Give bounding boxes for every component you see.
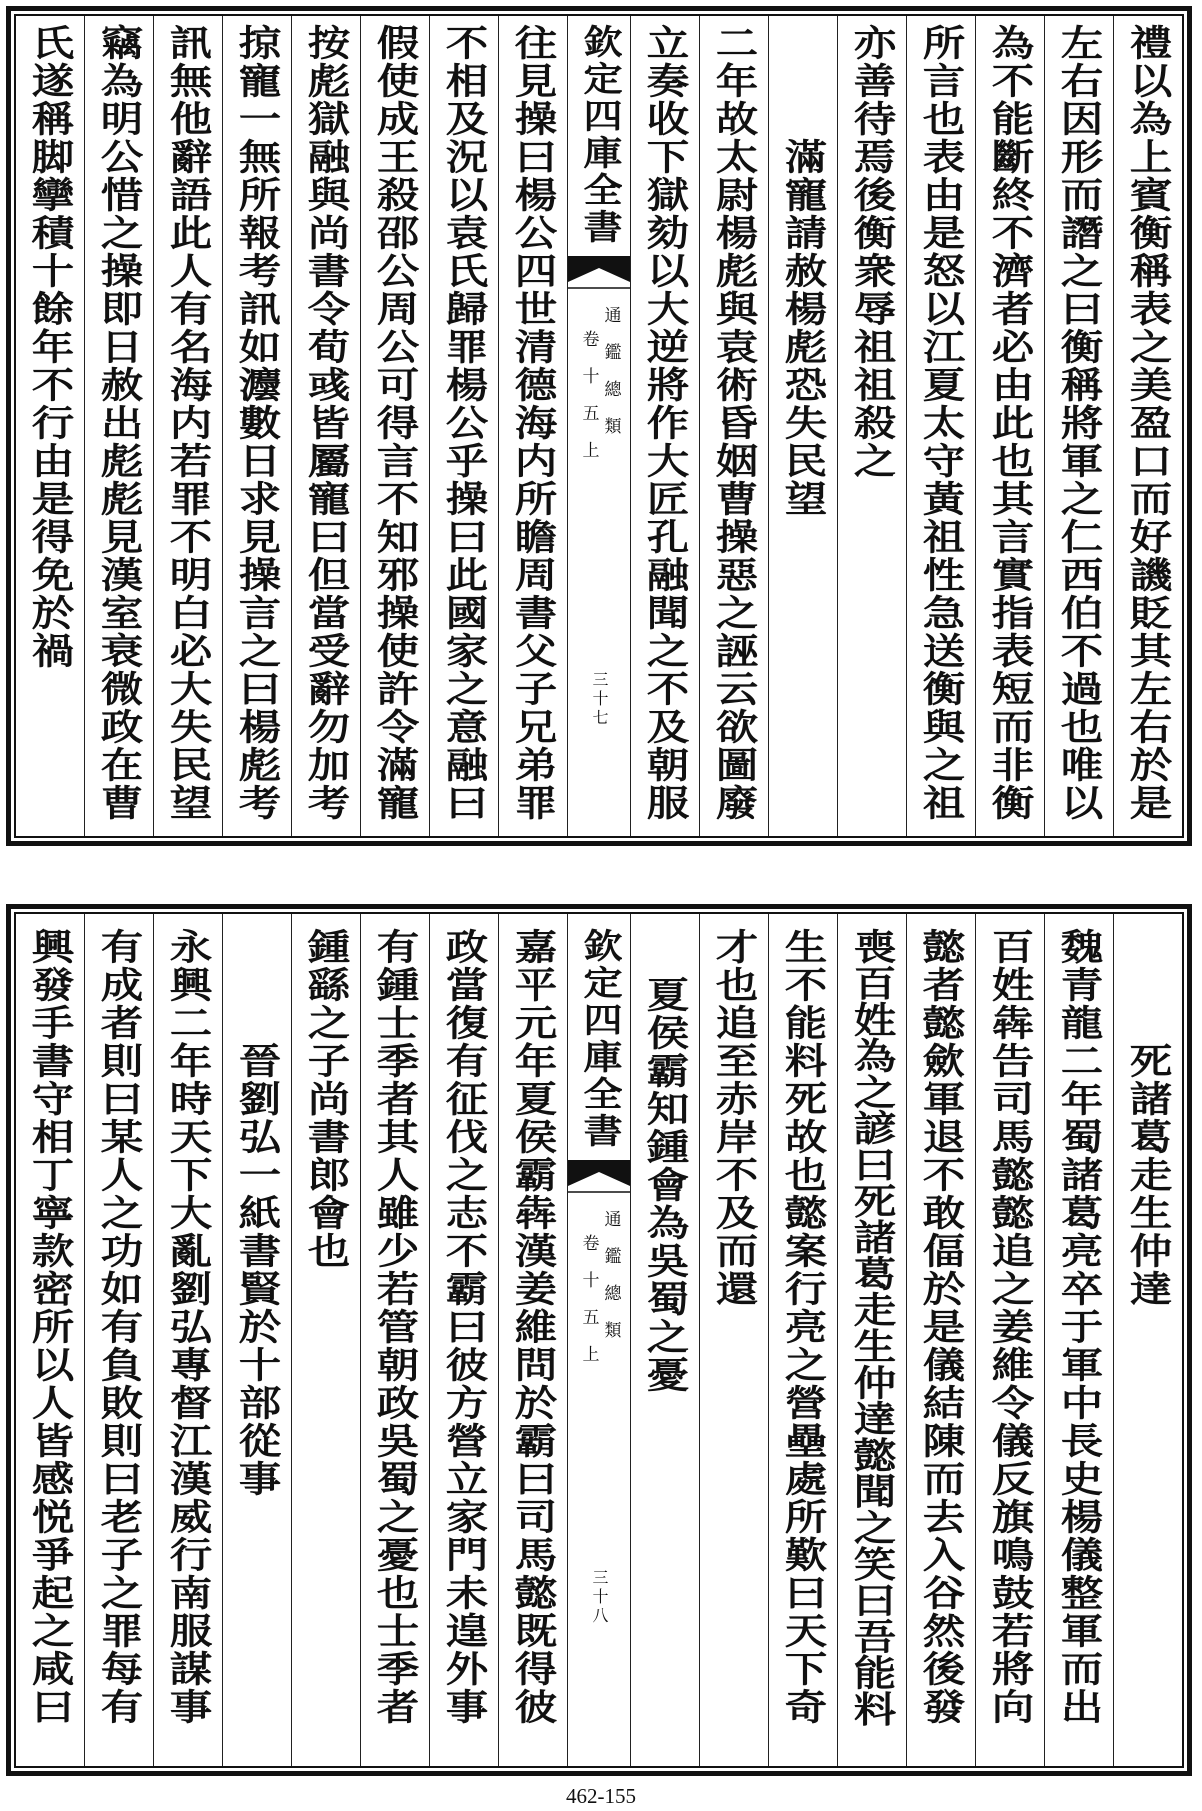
heading-column (1113, 914, 1182, 1766)
column-text: 假使成王殺邵公周公可得言不知邪操使許令滿寵 (370, 24, 420, 822)
column-text: 氏遂稱脚攣積十餘年不行由是得免於禍 (25, 24, 75, 670)
text-column (498, 914, 567, 1766)
column-text: 掠寵一無所報考訊如灋數日求見操言之曰楊彪考 (232, 24, 282, 822)
column-text: 有鍾士季者其人雖少若管朝政吳蜀之憂也士季者 (370, 928, 420, 1726)
text-column (768, 914, 837, 1766)
text-column (498, 16, 567, 836)
collection-title: 欽定四庫全書 (576, 24, 622, 246)
column-text: 按彪獄融與尚書令荀彧皆屬寵曰但當受辭勿加考 (301, 24, 351, 822)
fishtail-mark (568, 1160, 630, 1194)
text-column (291, 914, 360, 1766)
leaf-number: 三十八 (590, 1569, 609, 1626)
column-text: 嘉平元年夏侯霸犇漢姜維問於霸曰司馬懿既得彼 (508, 928, 558, 1726)
text-column (153, 16, 222, 836)
column-text: 永興二年時天下大亂劉弘專督江漢威行南服謀事 (163, 928, 213, 1726)
column-text: 禮以為上賓衡稱表之美盈口而好譏貶其左右於是 (1123, 24, 1173, 822)
text-column (699, 16, 768, 836)
leaf-number-box (568, 1569, 630, 1626)
text-column (429, 16, 498, 836)
column-text: 百姓犇告司馬懿懿追之姜維令儀反旗鳴鼓若將向 (985, 928, 1035, 1726)
column-text: 魏青龍二年蜀諸葛亮卒于軍中長史楊儀整軍而出 (1054, 928, 1104, 1726)
page-panel-upper (6, 6, 1192, 846)
column-text: 立奏收下獄劾以大逆將作大匠孔融聞之不及朝服 (640, 24, 690, 822)
text-column (630, 16, 699, 836)
text-column (1113, 16, 1182, 836)
page-panel-lower (6, 904, 1192, 1776)
column-text: 興發手書守相丁寧款密所以人皆感悦爭起之咸曰 (25, 928, 75, 1726)
page-footer-number: 462-155 (566, 1784, 636, 1808)
text-column (16, 16, 84, 836)
book-title: 通鑑總類 (600, 306, 621, 454)
text-column (84, 16, 153, 836)
text-column (906, 16, 975, 836)
column-text: 二年故太尉楊彪與袁術昏姻曹操惡之誣云欲圖廢 (709, 24, 759, 822)
center-column (567, 16, 630, 836)
leaf-number: 三十七 (590, 671, 609, 728)
text-column (1044, 16, 1113, 836)
column-text: 不相及況以袁氏歸罪楊公乎操曰此國家之意融曰 (439, 24, 489, 822)
column-text: 往見操曰楊公四世清德海内所瞻周書父子兄弟罪 (508, 24, 558, 822)
heading-column (222, 914, 291, 1766)
column-text: 有成者則曰某人之功如有負敗則曰老子之罪每有 (94, 928, 144, 1726)
column-text: 為不能斷終不濟者必由此也其言實指表短而非衡 (985, 24, 1035, 822)
column-text: 左右因形而譖之曰衡稱將軍之仁西伯不過也唯以 (1054, 24, 1104, 822)
volume-label: 卷十五上 (578, 1234, 599, 1382)
column-text: 才也追至赤岸不及而還 (709, 928, 759, 1308)
book-info (580, 1210, 619, 1382)
column-text: 懿者懿歛軍退不敢偪於是儀結陳而去入谷然後發 (916, 928, 966, 1726)
text-column (222, 16, 291, 836)
text-column (16, 914, 84, 1766)
section-heading: 夏侯霸知鍾會為吳蜀之憂 (640, 976, 690, 1394)
column-text: 亦善待焉後衡衆辱祖祖殺之 (847, 24, 897, 480)
page-frame (14, 912, 1184, 1768)
text-column (1044, 914, 1113, 1766)
fishtail-mark (568, 256, 630, 290)
section-heading: 死諸葛走生仲達 (1123, 1042, 1173, 1308)
text-column (699, 914, 768, 1766)
section-heading: 滿寵請赦楊彪恐失民望 (778, 138, 828, 518)
text-column (291, 16, 360, 836)
section-heading: 晉劉弘一紙書賢於十部從事 (232, 1042, 282, 1498)
column-text: 政當復有征伐之志不霸曰彼方營立家門未遑外事 (439, 928, 489, 1726)
column-text: 所言也表由是怒以江夏太守黃祖性急送衡與之祖 (916, 24, 966, 822)
column-text: 喪百姓為之諺曰死諸葛走生仲達懿聞之笑曰吾能料 (847, 928, 897, 1727)
volume-label: 卷十五上 (578, 330, 599, 478)
column-text: 生不能料死故也懿案行亮之營壘處所歎曰天下奇 (778, 928, 828, 1726)
text-column (360, 914, 429, 1766)
book-title: 通鑑總類 (600, 1210, 621, 1358)
book-info (580, 306, 619, 478)
collection-title: 欽定四庫全書 (576, 928, 622, 1150)
page-frame (14, 14, 1184, 838)
column-text: 竊為明公惜之操即日赦出彪彪見漢室衰微政在曹 (94, 24, 144, 822)
column-text: 鍾繇之子尚書郎會也 (301, 928, 351, 1270)
heading-column (768, 16, 837, 836)
text-column (837, 914, 906, 1766)
text-column (153, 914, 222, 1766)
center-column (567, 914, 630, 1766)
text-column (837, 16, 906, 836)
text-column (975, 16, 1044, 836)
heading-column (630, 914, 699, 1766)
text-column (429, 914, 498, 1766)
leaf-number-box (568, 671, 630, 728)
text-column (84, 914, 153, 1766)
column-text: 訊無他辭語此人有名海内若罪不明白必大失民望 (163, 24, 213, 822)
text-column (975, 914, 1044, 1766)
text-column (360, 16, 429, 836)
text-column (906, 914, 975, 1766)
